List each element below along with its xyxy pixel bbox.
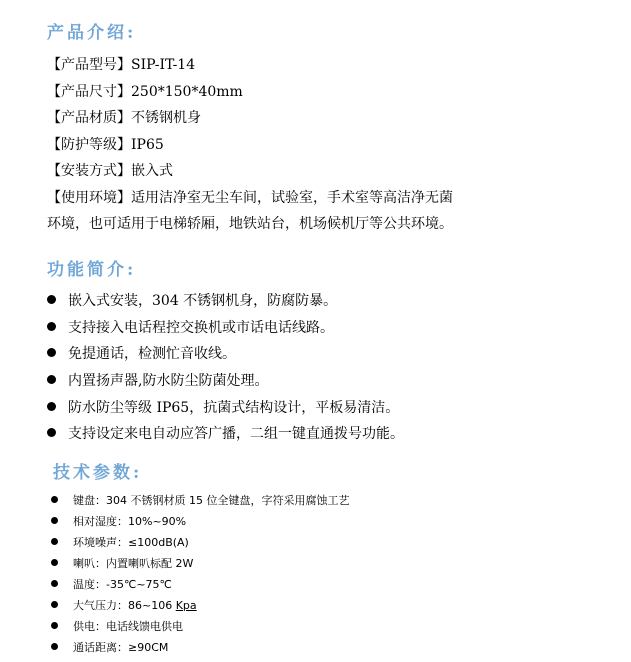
feature-text: 支持接入电话程控交换机或市话电话线路。 (68, 320, 334, 336)
intro-size: 【产品尺寸】250*150*40mm (47, 84, 243, 100)
bullet-icon (47, 428, 56, 437)
bullet-icon (47, 375, 56, 384)
bullet-icon (51, 559, 58, 566)
spec-text: 大气压力：86~106 (73, 599, 176, 612)
feature-item (47, 425, 404, 443)
spec-item (51, 515, 186, 529)
spec-text: 键盘：304 不锈钢材质 15 位全键盘，字符采用腐蚀工艺 (73, 494, 350, 507)
intro-model: 【产品型号】SIP-IT-14 (47, 57, 196, 73)
bullet-icon (51, 496, 58, 503)
spec-item (51, 620, 183, 634)
spec-text: 环境噪声：≤100dB(A) (73, 536, 189, 549)
bullet-icon (47, 348, 56, 357)
spec-text: 供电：电话线馈电供电 (73, 620, 183, 633)
bullet-icon (51, 517, 58, 524)
feature-text: 防水防尘等级 IP65，抗菌式结构设计，平板易清洁。 (68, 400, 400, 416)
bullet-icon (47, 295, 56, 304)
intro-heading: 产品介绍: (47, 23, 137, 43)
feature-text: 支持设定来电自动应答广播，二组一键直通拨号功能。 (68, 426, 404, 442)
feature-text: 内置扬声器,防水防尘防菌处理。 (68, 373, 269, 389)
feature-text: 嵌入式安装，304 不锈钢机身，防腐防暴。 (68, 293, 338, 309)
spec-text: 通话距离：≥90CM (73, 641, 169, 654)
feature-item (47, 372, 268, 390)
spec-item (51, 536, 189, 550)
bullet-icon (51, 643, 58, 650)
spec-item (51, 641, 168, 655)
spec-text: 喇叭：内置喇叭标配 2W (73, 557, 194, 570)
features-heading: 功能简介: (47, 260, 137, 280)
specs-heading: 技术参数: (53, 463, 143, 483)
feature-item (47, 345, 236, 363)
bullet-icon (47, 402, 56, 411)
pressure-unit: Kpa (175, 599, 197, 612)
intro-environment: 【使用环境】适用洁净室无尘车间，试验室，手术室等高洁净无菌 (47, 190, 453, 206)
feature-text: 免提通话，检测忙音收线。 (68, 346, 236, 362)
spec-text: 相对湿度：10%~90% (73, 515, 187, 528)
spec-item (51, 578, 172, 592)
spec-item (51, 599, 197, 613)
spec-item (51, 557, 193, 571)
spec-item (51, 494, 349, 508)
bullet-icon (51, 538, 58, 545)
intro-installation: 【安装方式】嵌入式 (47, 163, 173, 179)
bullet-icon (51, 601, 58, 608)
feature-item (47, 319, 334, 337)
intro-protection: 【防护等级】IP65 (47, 137, 164, 153)
bullet-icon (47, 322, 56, 331)
feature-item (47, 399, 399, 417)
bullet-icon (51, 580, 58, 587)
intro-environment-cont: 环境，也可适用于电梯轿厢，地铁站台，机场候机厅等公共环境。 (47, 216, 453, 232)
intro-material: 【产品材质】不锈钢机身 (47, 110, 201, 126)
spec-text: 温度：-35℃~75℃ (73, 578, 172, 591)
bullet-icon (51, 622, 58, 629)
feature-item (47, 292, 337, 310)
